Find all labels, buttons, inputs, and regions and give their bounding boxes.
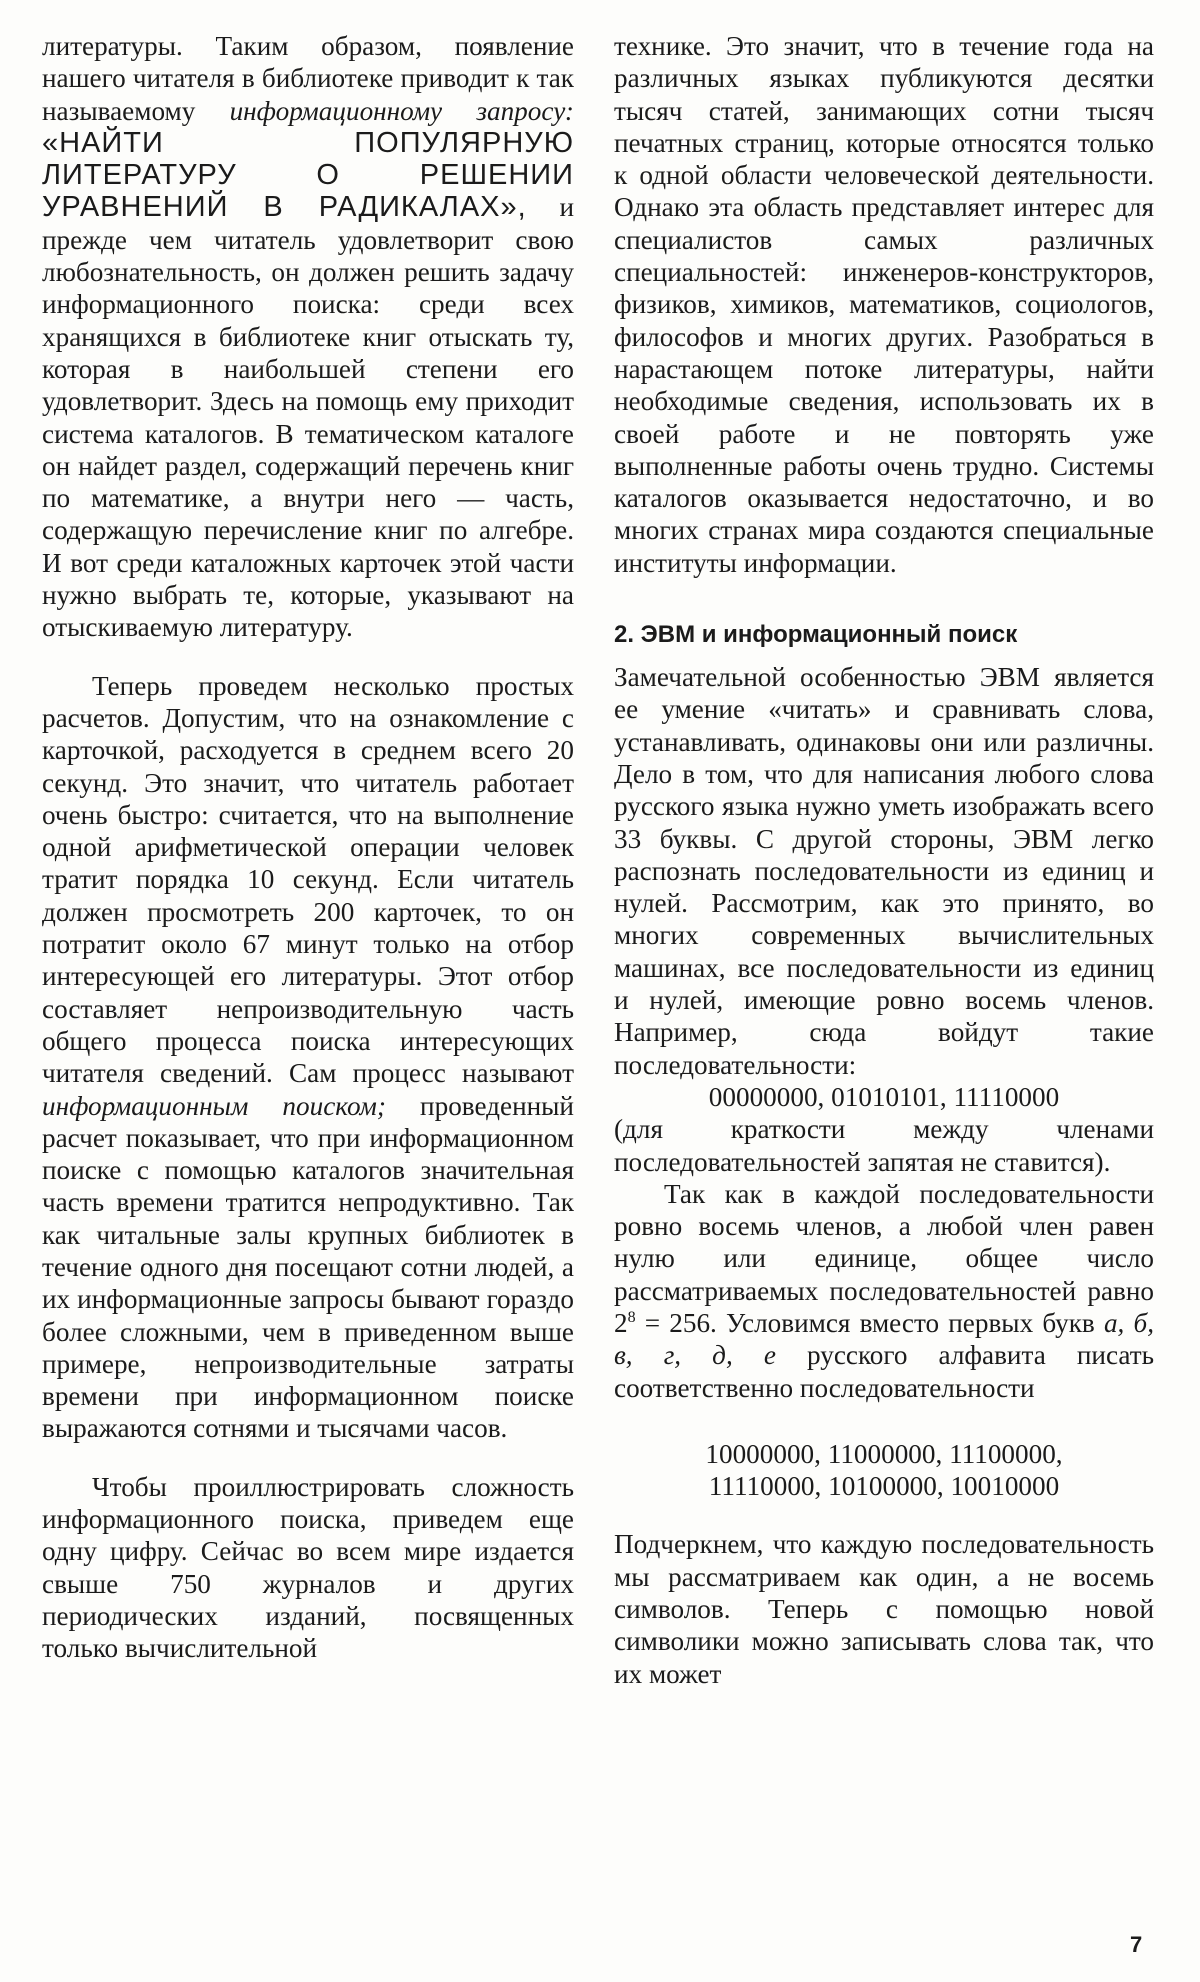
- right-paragraph-3: [614, 1178, 1154, 1404]
- sequence-block: [614, 1438, 1154, 1503]
- left-paragraph-1: [42, 30, 574, 644]
- sequence-line-2: 11110000, 10100000, 10010000: [708, 1471, 1060, 1502]
- italic-letters: а, б, в, г, д, е: [614, 1307, 1154, 1371]
- italic-term: информационным поиском;: [42, 1090, 386, 1121]
- right-paragraph-1: технике. Это значит, что в течение года на различных языках публикуются десятки тысяч статей, занимающих сотни тысяч печатных страниц, которые относятся только к одной области человеческой деятельности. Однако эта область представляет интерес для специалистов самых различных специальностей: инженеров-конструкторов, физиков, химиков, математиков, социологов, философов и многих других. Разобраться в нарастающем потоке литературы, найти необходимые сведения, использовать их в своей работе и не повторять уже выполненные работы очень трудно. Системы каталогов оказывается недостаточно, и во многих странах мира создаются специальные институты информации.: [614, 31, 1154, 578]
- text-run: Так как в каждой последовательности ровно восемь членов, а любой член равен нулю или единице, общее число рассматриваемых последовательностей равно 2: [614, 1178, 1154, 1338]
- sequence-example: 00000000, 01010101, 11110000: [708, 1081, 1060, 1112]
- left-column: [42, 30, 574, 1665]
- right-paragraph-2-tail: (для краткости между членами последовательностей запятая не ставится).: [614, 1114, 1154, 1177]
- section-heading: 2. ЭВМ и информационный поиск: [614, 621, 1018, 649]
- text-run: русского алфавита писать соответственно последовательности: [614, 1340, 1154, 1403]
- text-run: литературы. Таким образом, появление нашего читателя в библиотеке приводит к так называемому: [42, 31, 574, 126]
- sequence-line-1: 10000000, 11000000, 11100000,: [705, 1438, 1063, 1469]
- left-paragraph-3: Чтобы проиллюстрировать сложность информационного поиска, приведем еще одну цифру. Сейчас во всем мире издается свыше 750 журналов и других периодических изданий, посвященных только вычислительной: [42, 1471, 574, 1664]
- text-run: проведенный расчет показывает, что при информационном поиске с помощью каталогов значительная часть времени тратится непродуктивно. Так как читальные залы крупных библиотек в течение одного дня посещают сотни людей, а их информационные запросы бывают гораздо более сложными, чем в приведенном выше примере, непроизводительные затраты времени при информационном поиске выражаются сотнями и тысячами часов.: [42, 1090, 574, 1444]
- right-paragraph-2: Замечательной особенностью ЭВМ является ее умение «читать» и сравнивать слова, устанавливать, одинаковы они или различны. Дело в том, что для написания любого слова русского языка нужно уметь изображать всего 33 буквы. С другой стороны, ЭВМ легко распознать последовательности из единиц и нулей. Рассмотрим, как это принято, во многих современных вычислительных машинах, все последовательности из единиц и нулей, имеющие ровно восемь членов. Например, сюда войдут такие последовательности:: [614, 662, 1154, 1080]
- left-paragraph-2: [42, 670, 574, 1445]
- page-number: 7: [1130, 1932, 1143, 1957]
- query-caps: «НАЙТИ ПОПУЛЯРНУЮ ЛИТЕРАТУРУ О РЕШЕНИИ УРАВНЕНИЙ В РАДИКАЛАХ»,: [42, 126, 574, 224]
- right-paragraph-4: Подчеркнем, что каждую последовательность мы рассматриваем как один, а не восемь символов. Теперь с помощью новой символики можно записывать слова так, что их может: [614, 1529, 1154, 1689]
- text-run: Теперь проведем несколько простых расчетов. Допустим, что на ознакомление с карточкой, расходуется в среднем всего 20 секунд. Это значит, что читатель работает очень быстро: считается, что на выполнение одной арифметической операции человек тратит порядка 10 секунд. Если читатель должен просмотреть 200 карточек, то он потратит около 67 минут только на отбор интересующей его литературы. Этот отбор составляет непроизводительную часть общего процесса поиска интересующих читателя сведений. Сам процесс называют: [42, 670, 574, 1089]
- text-run: = 256. Условимся вместо первых букв: [635, 1307, 1104, 1338]
- exponent: 8: [627, 1308, 636, 1326]
- italic-term: информационному запросу:: [229, 95, 574, 126]
- right-column: [614, 30, 1154, 1690]
- text-run: и прежде чем читатель удовлетворит свою любознательность, он должен решить задачу информационного поиска: среди всех хранящихся в библиотеке книг отыскать ту, которая в наибольшей степени его удовлетворит. Здесь на помощь ему приходит система каталогов. В тематическом каталоге он найдет раздел, содержащий перечень книг по математике, а внутри него — часть, содержащую перечисление книг по алгебре. И вот среди каталожных карточек этой части нужно выбрать те, которые, указывают на отыскиваемую литературу.: [42, 192, 574, 643]
